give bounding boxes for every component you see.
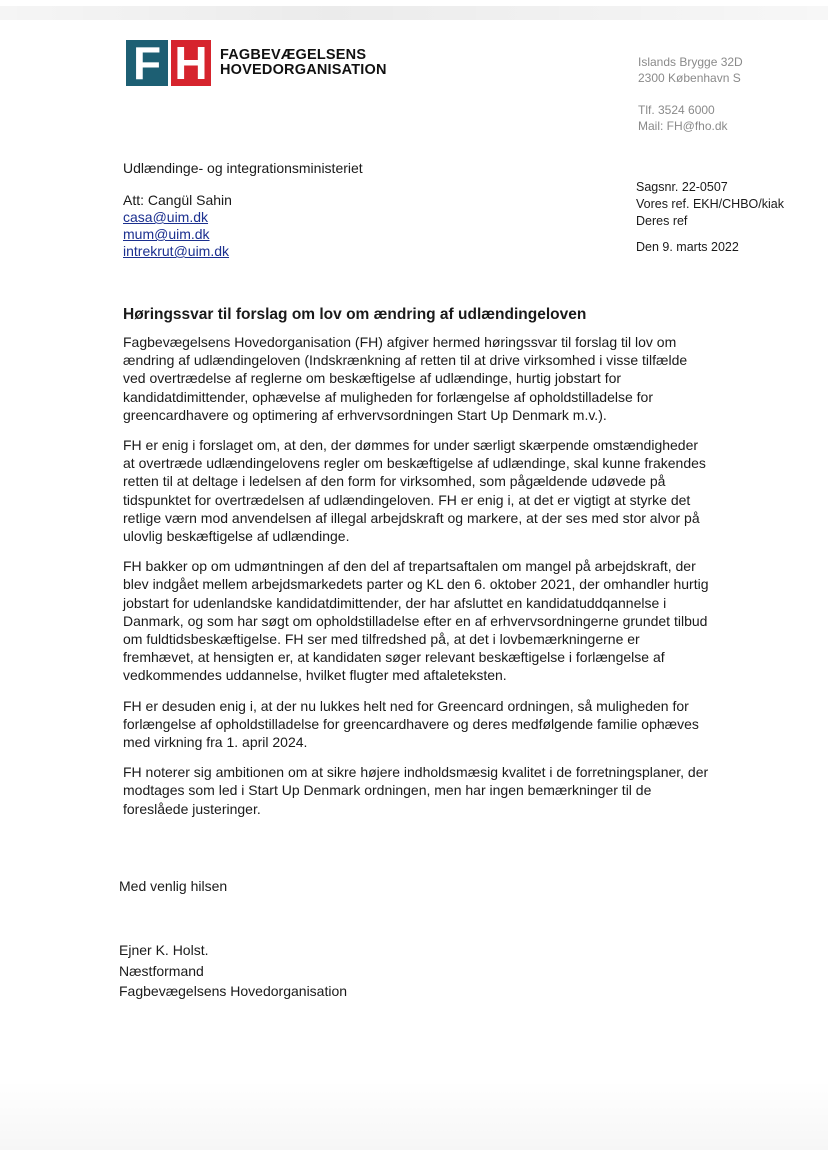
paragraph-4: FH er desuden enig i, at der nu lukkes helt ned for Greencard ordningen, så muligheden for forlængelse af opholdstilladelse for greencardhavere og deres medfølgende familie ophæves med virkning fra 1. april 2024. [123, 697, 699, 751]
logo-letter-h: H [171, 40, 211, 86]
paragraph-2: FH er enig i forslaget om, at den, der dømmes for under særligt skærpende omstændigheder at overtræde udlændingelovens regler om beskæftigelse af udlændinge, skal kunne frakendes retten til at deltage i ledelsen af den form for virksomhed, som pågældende udøvede på tidspunktet for overtrædelsen af udlændingeloven. FH er enig i, at det er vigtigt at styrke det retlige værn mod anvendelsen af illegal arbejdskraft og markere, at der ses med stor alvor på ulovlig beskæftigelse af udlændinge. [123, 437, 706, 545]
logo-mark [126, 37, 211, 89]
recipient-block [123, 160, 363, 260]
our-reference: Vores ref. EKH/CHBO/kiak [636, 197, 784, 211]
logo-line-2: HOVEDORGANISATION [220, 62, 387, 78]
signature-block [119, 940, 347, 1002]
your-reference: Deres ref [636, 214, 688, 228]
signature-name: Ejner K. Holst. [119, 942, 209, 958]
letter-subject: Høringssvar til forslag om lov om ændring af udlændingeloven [123, 306, 587, 323]
sender-address [638, 54, 743, 134]
recipient-email-1[interactable]: casa@uim.dk [123, 209, 209, 225]
recipient-email-2[interactable]: mum@uim.dk [123, 226, 210, 242]
letter-body [123, 333, 713, 830]
letter-date: Den 9. marts 2022 [636, 240, 739, 254]
signature-organisation: Fagbevægelsens Hovedorganisation [119, 983, 348, 999]
paragraph-3: FH bakker op om udmøntningen af den del af trepartsaftalen om mangel på arbejdskraft, der blev indgået mellem arbejdsmarkedets parter og KL den 6. oktober 2021, der omhandler hurtig jobstart for udenlandske kandidatdimittender, der har afsluttet en kandidatuddqannelse i Danmark, og som har søgt om opholdstilladelse efter en af erhvervsordningerne grundet tilbud om fuldtidsbeskæftigelse. FH ser med tilfredshed på, at det i lovbemærkningerne er fremhævet, at hensigten er, at kandidaten søger relevant beskæftigelse i forlængelse af vedkommendes uddannelse, hvilket flugter med aftaleteksten. [123, 558, 709, 684]
scan-artifact-bottom [0, 1080, 828, 1150]
reference-block [636, 179, 784, 256]
address-mail: Mail: FH@fho.dk [638, 119, 728, 133]
logo-letter-f: F [126, 40, 168, 86]
paragraph-1: Fagbevægelsens Hovedorganisation (FH) afgiver hermed høringssvar til forslag til lov om ændring af udlændingeloven (Indskrænkning af retten til at drive virksomhed i visse tilfælde ved overtrædelse af reglerne om beskæftigelse af udlændinge, hurtig jobstart for kandidatdimittender, ophævelse af muligheden for forlængelse af opholdstilladelse for greencardhavere og optimering af erhvervsordningen Start Up Denmark m.v.). [123, 334, 688, 423]
address-street: Islands Brygge 32D [638, 55, 743, 69]
fh-logo [126, 37, 387, 89]
recipient-att: Att: Cangül Sahin [123, 192, 232, 208]
scan-artifact-top [0, 6, 828, 20]
logo-wordmark [220, 48, 387, 78]
recipient-ministry: Udlændinge- og integrationsministeriet [123, 160, 363, 176]
address-city: 2300 København S [638, 71, 741, 85]
logo-line-1: FAGBEVÆGELSENS [220, 47, 367, 63]
recipient-email-3[interactable]: intrekrut@uim.dk [123, 243, 230, 259]
closing-greeting: Med venlig hilsen [119, 878, 228, 894]
signature-title: Næstformand [119, 962, 204, 979]
address-phone: Tlf. 3524 6000 [638, 103, 715, 117]
case-number: Sagsnr. 22-0507 [636, 180, 728, 194]
paragraph-5: FH noterer sig ambitionen om at sikre højere indholdsmæsig kvalitet i de forretningsplaner, der modtages som led i Start Up Denmark ordningen, men har ingen bemærkninger til de foreslåede justeringer. [123, 764, 709, 817]
